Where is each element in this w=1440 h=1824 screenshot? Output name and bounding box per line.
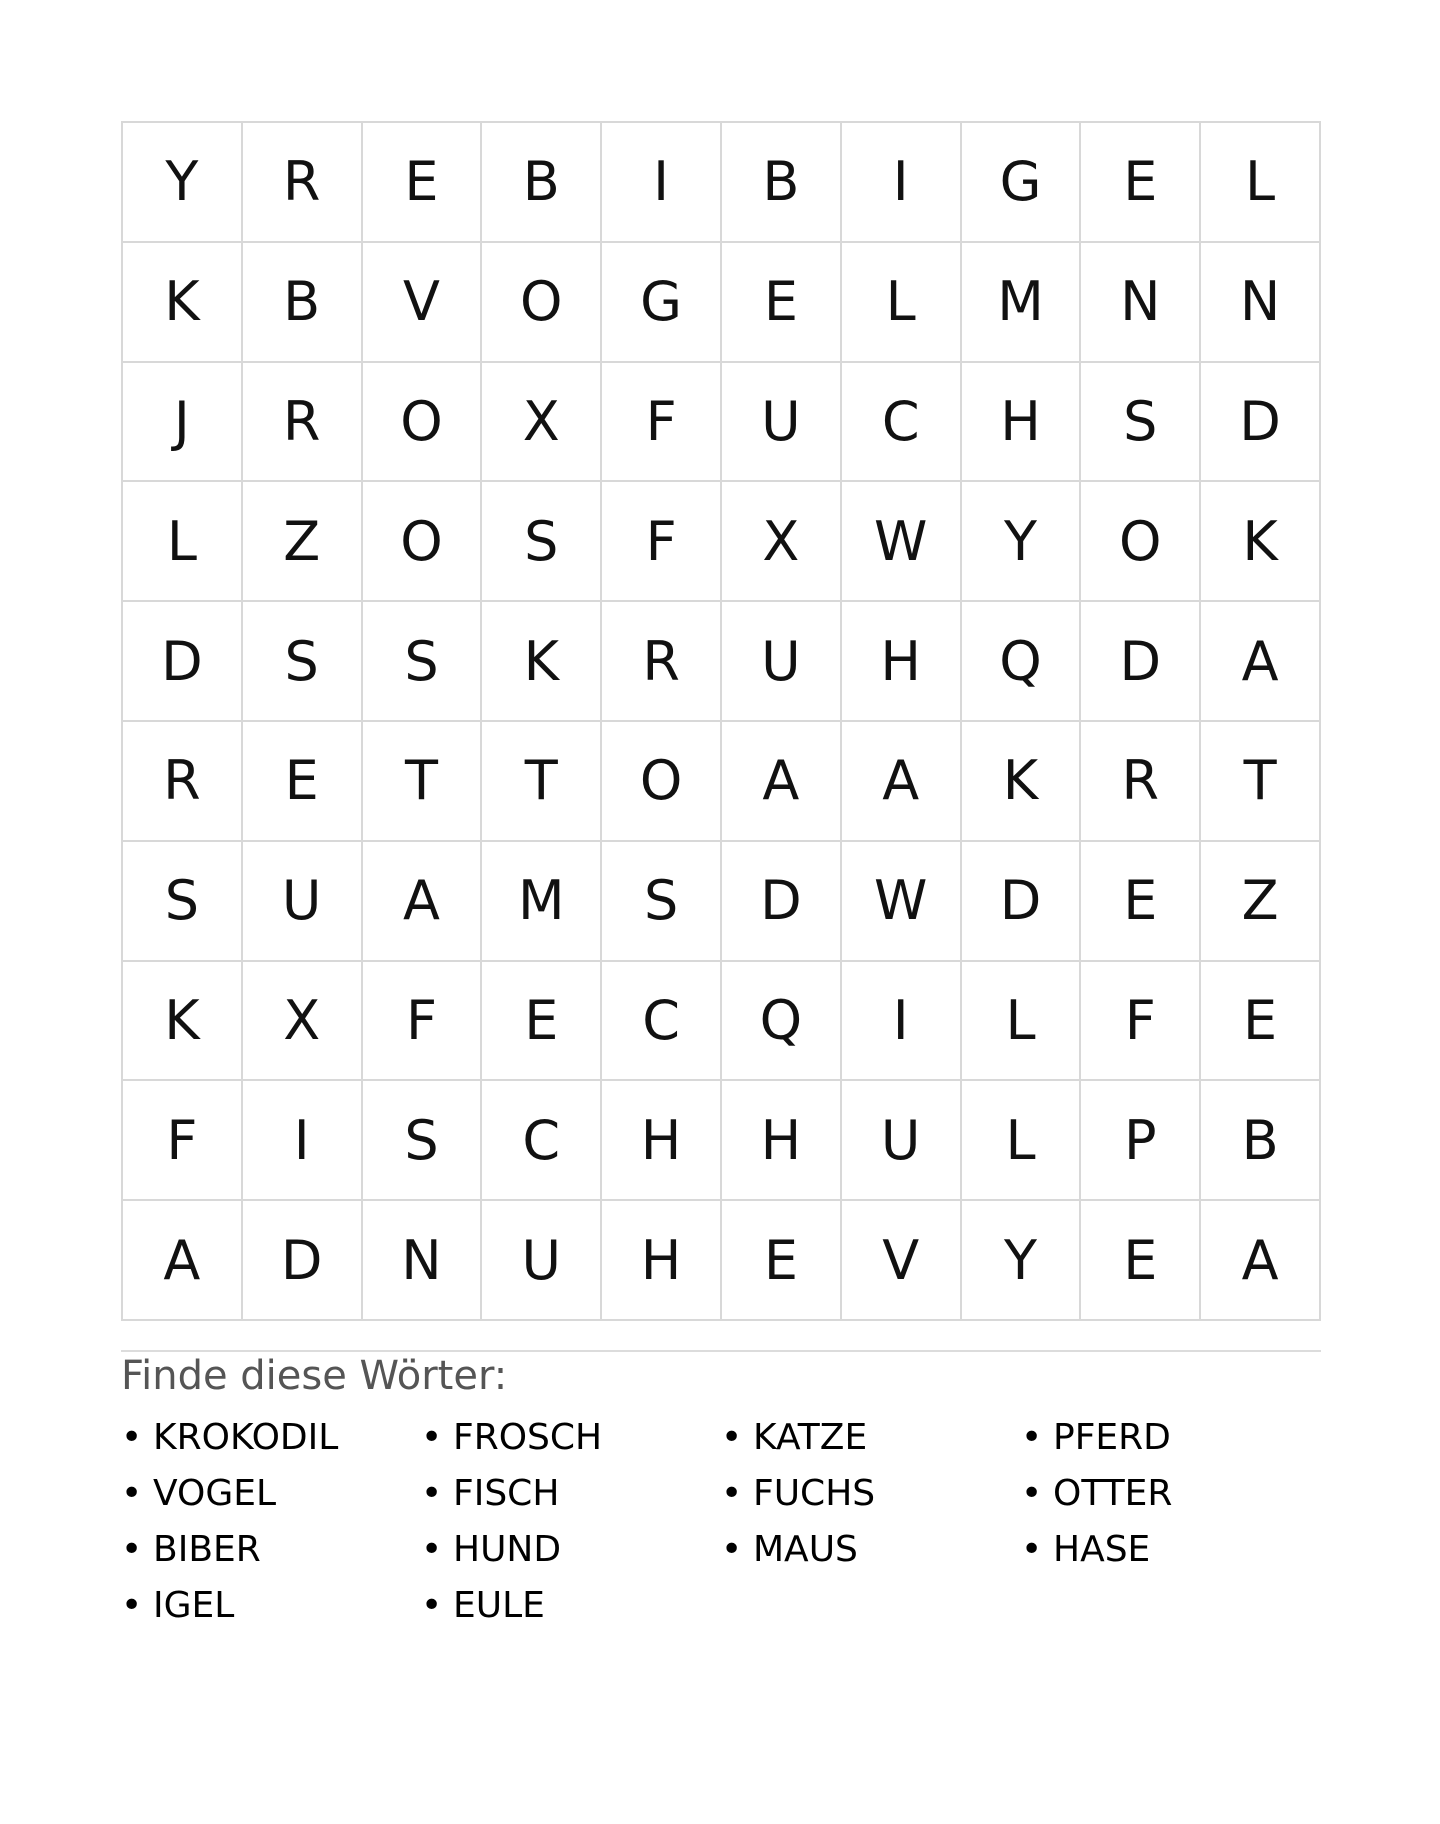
grid-cell[interactable]: U	[842, 1081, 962, 1201]
word-list-item	[121, 1578, 421, 1634]
grid-cell[interactable]: T	[363, 722, 483, 842]
grid-cell[interactable]: A	[842, 722, 962, 842]
grid-cell[interactable]: X	[243, 962, 363, 1082]
grid-cell[interactable]: X	[722, 482, 842, 602]
grid-cell[interactable]: H	[602, 1081, 722, 1201]
bullet-icon: •	[421, 1529, 443, 1570]
grid-cell[interactable]: X	[482, 363, 602, 483]
grid-cell[interactable]: N	[1201, 243, 1321, 363]
grid-cell[interactable]: U	[243, 842, 363, 962]
grid-cell[interactable]: C	[842, 363, 962, 483]
word-list-item	[421, 1410, 721, 1466]
grid-cell[interactable]: U	[482, 1201, 602, 1321]
word-list-item	[421, 1466, 721, 1522]
word-label: MAUS	[753, 1529, 858, 1570]
grid-cell[interactable]: Z	[243, 482, 363, 602]
word-list	[121, 1410, 1321, 1634]
word-label: KATZE	[753, 1417, 868, 1458]
word-list-item	[721, 1410, 1021, 1466]
grid-cell[interactable]: V	[842, 1201, 962, 1321]
grid-cell[interactable]: E	[363, 123, 483, 243]
word-label: FROSCH	[453, 1417, 603, 1458]
grid-cell[interactable]: O	[363, 363, 483, 483]
bullet-icon: •	[721, 1417, 743, 1458]
word-list-item	[121, 1410, 421, 1466]
grid-cell[interactable]: R	[602, 602, 722, 722]
grid-cell[interactable]: S	[602, 842, 722, 962]
grid-cell[interactable]: T	[1201, 722, 1321, 842]
bullet-icon: •	[121, 1529, 143, 1570]
grid-cell[interactable]: I	[842, 123, 962, 243]
word-label: OTTER	[1053, 1473, 1173, 1514]
word-label: HASE	[1053, 1529, 1151, 1570]
word-list-heading: Finde diese Wörter:	[121, 1353, 508, 1399]
grid-cell[interactable]: S	[243, 602, 363, 722]
grid-cell[interactable]: Q	[962, 602, 1082, 722]
grid-cell[interactable]: I	[243, 1081, 363, 1201]
grid-cell[interactable]: U	[722, 363, 842, 483]
grid-cell[interactable]: E	[1081, 123, 1201, 243]
grid-cell[interactable]: S	[1081, 363, 1201, 483]
grid-cell[interactable]: C	[482, 1081, 602, 1201]
grid-cell[interactable]: L	[962, 1081, 1082, 1201]
grid-cell[interactable]: B	[482, 123, 602, 243]
grid-cell[interactable]: M	[482, 842, 602, 962]
grid-cell[interactable]: M	[962, 243, 1082, 363]
bullet-icon: •	[421, 1585, 443, 1626]
bullet-icon: •	[421, 1417, 443, 1458]
grid-cell[interactable]: K	[482, 602, 602, 722]
grid-cell[interactable]: D	[243, 1201, 363, 1321]
bullet-icon: •	[1021, 1529, 1043, 1570]
word-list-item	[121, 1522, 421, 1578]
grid-cell[interactable]: O	[1081, 482, 1201, 602]
grid-cell[interactable]: Z	[1201, 842, 1321, 962]
word-list-item	[121, 1466, 421, 1522]
grid-cell[interactable]: H	[962, 363, 1082, 483]
grid-cell[interactable]: S	[123, 842, 243, 962]
word-list-item	[1021, 1466, 1321, 1522]
grid-cell[interactable]: K	[962, 722, 1082, 842]
word-label: PFERD	[1053, 1417, 1171, 1458]
word-list-item	[1021, 1410, 1321, 1466]
grid-cell[interactable]: R	[243, 363, 363, 483]
grid-cell[interactable]: E	[243, 722, 363, 842]
bullet-icon: •	[121, 1473, 143, 1514]
grid-cell[interactable]: S	[363, 602, 483, 722]
word-label: VOGEL	[153, 1473, 277, 1514]
grid-cell[interactable]: L	[842, 243, 962, 363]
grid-cell[interactable]: Q	[722, 962, 842, 1082]
grid-cell[interactable]: L	[1201, 123, 1321, 243]
grid-cell[interactable]: U	[722, 602, 842, 722]
grid-cell[interactable]: E	[1081, 1201, 1201, 1321]
grid-cell[interactable]: V	[363, 243, 483, 363]
word-list-item	[721, 1466, 1021, 1522]
grid-cell[interactable]: D	[962, 842, 1082, 962]
grid-cell[interactable]: L	[962, 962, 1082, 1082]
bullet-icon: •	[721, 1529, 743, 1570]
grid-cell[interactable]: T	[482, 722, 602, 842]
grid-cell[interactable]: R	[123, 722, 243, 842]
bullet-icon: •	[121, 1417, 143, 1458]
grid-cell[interactable]: R	[243, 123, 363, 243]
grid-cell[interactable]: D	[1081, 602, 1201, 722]
grid-cell[interactable]: E	[482, 962, 602, 1082]
grid-cell[interactable]: A	[1201, 1201, 1321, 1321]
bullet-icon: •	[421, 1473, 443, 1514]
word-list-item	[421, 1578, 721, 1634]
grid-cell[interactable]: B	[243, 243, 363, 363]
bullet-icon: •	[1021, 1473, 1043, 1514]
word-label: BIBER	[153, 1529, 261, 1570]
grid-cell[interactable]: A	[123, 1201, 243, 1321]
grid-cell[interactable]: H	[842, 602, 962, 722]
bullet-icon: •	[721, 1473, 743, 1514]
word-list-item	[421, 1522, 721, 1578]
bullet-icon: •	[1021, 1417, 1043, 1458]
grid-cell[interactable]: I	[842, 962, 962, 1082]
grid-cell[interactable]: P	[1081, 1081, 1201, 1201]
grid-cell[interactable]: E	[1081, 842, 1201, 962]
grid-cell[interactable]: H	[602, 1201, 722, 1321]
word-label: EULE	[453, 1585, 545, 1626]
grid-cell[interactable]: O	[602, 722, 722, 842]
grid-cell[interactable]: S	[363, 1081, 483, 1201]
grid-cell[interactable]: A	[363, 842, 483, 962]
grid-cell[interactable]: B	[722, 123, 842, 243]
grid-cell[interactable]: H	[722, 1081, 842, 1201]
grid-cell[interactable]: E	[722, 1201, 842, 1321]
grid-cell[interactable]: J	[123, 363, 243, 483]
grid-cell[interactable]: I	[602, 123, 722, 243]
grid-cell[interactable]: D	[123, 602, 243, 722]
grid-cell[interactable]: D	[1201, 363, 1321, 483]
word-list-item	[721, 1522, 1021, 1578]
grid-cell[interactable]: F	[602, 482, 722, 602]
word-label: FUCHS	[753, 1473, 876, 1514]
grid-cell[interactable]: Y	[123, 123, 243, 243]
grid-cell[interactable]: E	[722, 243, 842, 363]
grid-cell[interactable]: C	[602, 962, 722, 1082]
word-label: IGEL	[153, 1585, 235, 1626]
grid-cell[interactable]: Y	[962, 482, 1082, 602]
grid-cell[interactable]: K	[123, 243, 243, 363]
grid-cell[interactable]: A	[722, 722, 842, 842]
word-label: KROKODIL	[153, 1417, 339, 1458]
grid-cell[interactable]: O	[363, 482, 483, 602]
grid-cell[interactable]: G	[962, 123, 1082, 243]
word-list-item	[1021, 1522, 1321, 1578]
grid-cell[interactable]: F	[363, 962, 483, 1082]
grid-cell[interactable]: E	[1201, 962, 1321, 1082]
grid-cell[interactable]: G	[602, 243, 722, 363]
grid-cell[interactable]: F	[602, 363, 722, 483]
grid-cell[interactable]: N	[363, 1201, 483, 1321]
word-label: FISCH	[453, 1473, 560, 1514]
letter-grid	[121, 121, 1321, 1321]
grid-cell[interactable]: N	[1081, 243, 1201, 363]
grid-cell[interactable]: O	[482, 243, 602, 363]
bullet-icon: •	[121, 1585, 143, 1626]
grid-cell[interactable]: R	[1081, 722, 1201, 842]
word-label: HUND	[453, 1529, 562, 1570]
grid-cell[interactable]: S	[482, 482, 602, 602]
grid-cell[interactable]: L	[123, 482, 243, 602]
grid-cell[interactable]: K	[123, 962, 243, 1082]
grid-cell[interactable]: D	[722, 842, 842, 962]
grid-cell[interactable]: B	[1201, 1081, 1321, 1201]
grid-cell[interactable]: A	[1201, 602, 1321, 722]
grid-cell[interactable]: W	[842, 482, 962, 602]
grid-cell[interactable]: K	[1201, 482, 1321, 602]
grid-cell[interactable]: W	[842, 842, 962, 962]
grid-cell[interactable]: F	[123, 1081, 243, 1201]
grid-cell[interactable]: F	[1081, 962, 1201, 1082]
grid-cell[interactable]: Y	[962, 1201, 1082, 1321]
